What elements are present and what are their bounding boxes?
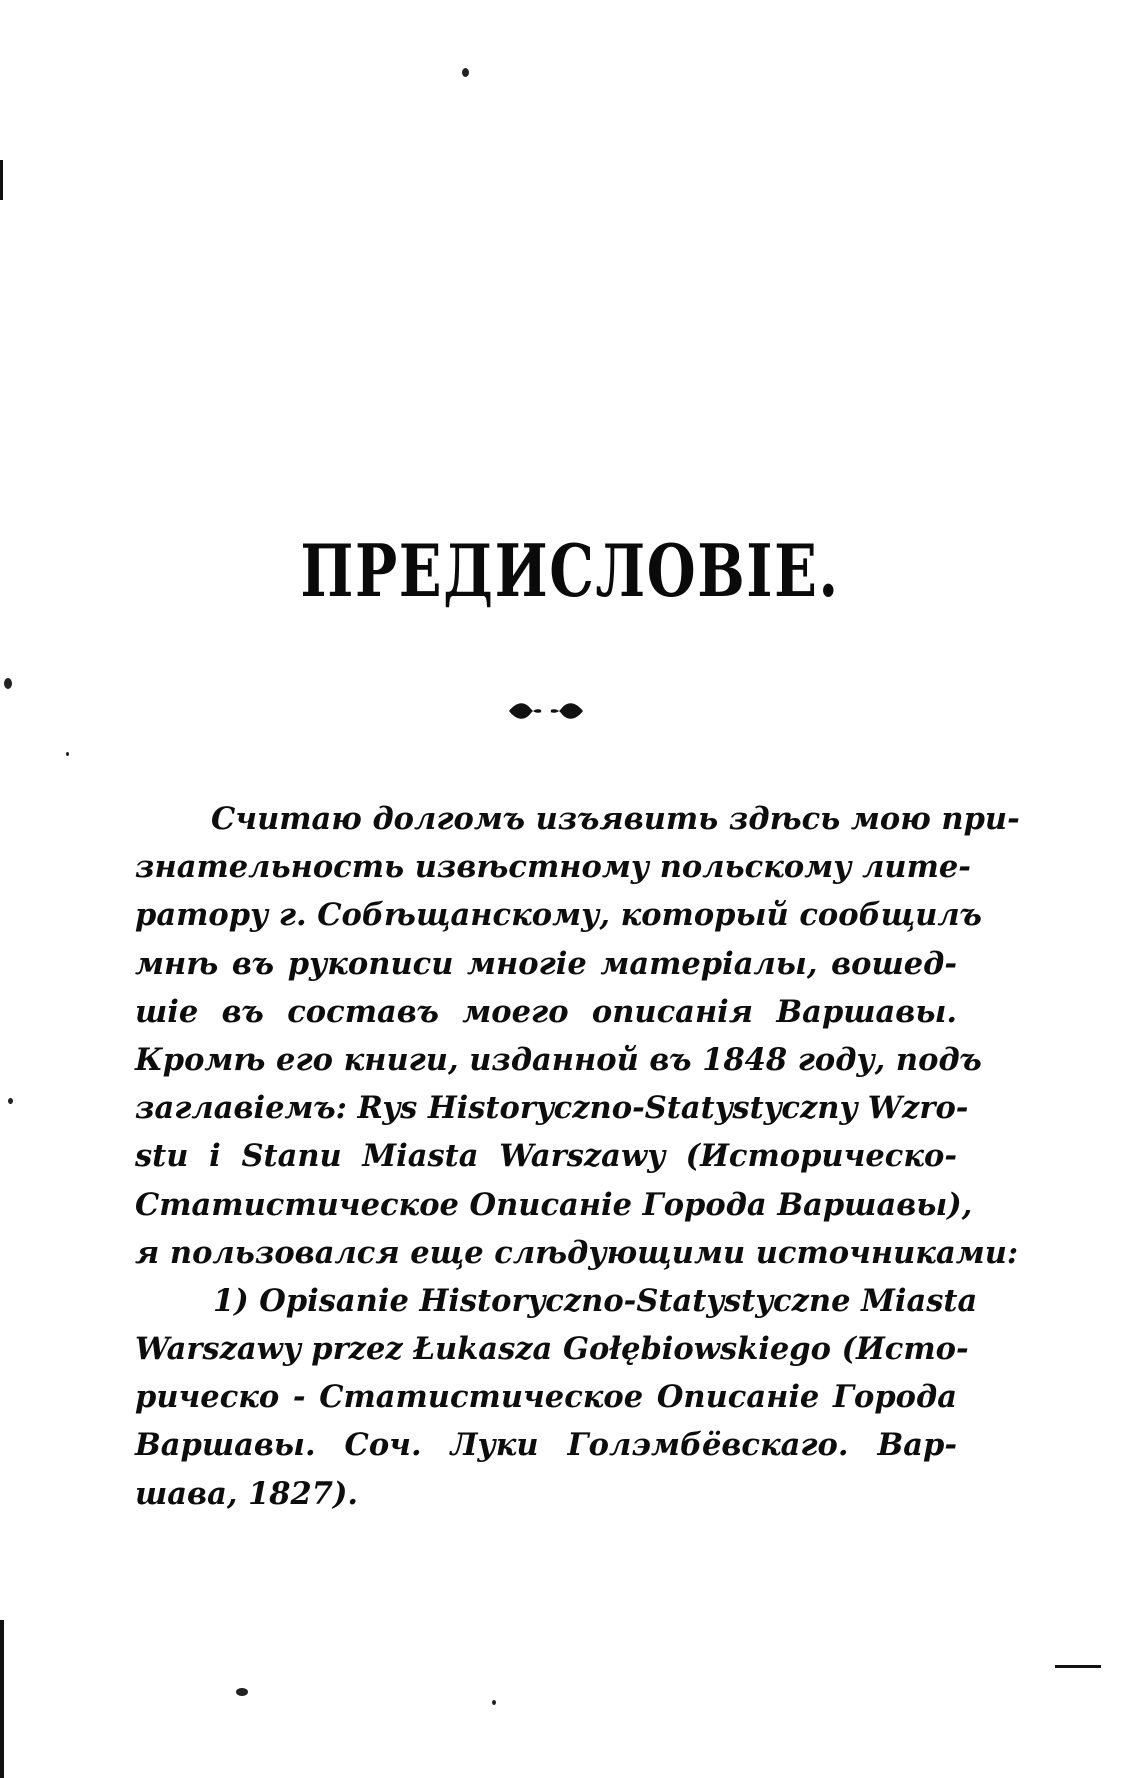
text-line: мнѣ въ рукописи многіе матеріалы, вошед-	[135, 945, 957, 982]
scan-speck	[462, 68, 469, 77]
scan-speck	[492, 1700, 496, 1705]
text-line: Кромѣ его книги, изданной въ 1848 году, подъ	[135, 1041, 982, 1078]
text-line: 1) Opisanie Historyczno-Statystyczne Miasta	[213, 1282, 978, 1319]
text-line: ратору г. Собѣщанскому, который сообщилъ	[135, 897, 982, 934]
page-title: ПРЕДИСЛОВІЕ.	[300, 528, 840, 613]
scan-mark	[1055, 1665, 1101, 1668]
scan-speck	[4, 678, 12, 689]
text-line: я пользовался еще слѣдующими источниками:	[135, 1234, 1019, 1271]
text-line: шава, 1827).	[135, 1475, 359, 1512]
scan-mark	[0, 1620, 4, 1778]
text-line: шіе въ составъ моего описанія Варшавы.	[135, 993, 957, 1030]
preface-text	[135, 795, 1020, 1518]
scan-mark	[0, 160, 3, 200]
text-line: рическо - Статистическое Описаніе Города	[135, 1379, 957, 1416]
scan-speck	[66, 752, 69, 756]
text-line: Варшавы. Соч. Луки Голэмбёвскаго. Вар-	[135, 1427, 957, 1464]
text-line: Статистическое Описаніе Города Варшавы),	[135, 1186, 973, 1223]
scan-speck	[8, 1098, 13, 1104]
text-line: Считаю долгомъ изъявить здѣсь мою при-	[211, 801, 1020, 837]
text-line: Warszawy przez Łukasza Gołębiowskiego (Исто-	[135, 1331, 969, 1368]
scan-speck	[236, 1688, 248, 1696]
text-line: stu i Stanu Miasta Warszawy (Историческо-	[135, 1138, 957, 1175]
text-line: заглавіемъ: Rys Historyczno-Statystyczny Wzro-	[135, 1090, 969, 1127]
text-line: знательность извѣстному польскому лите-	[135, 849, 971, 886]
decorative-flourish-icon	[507, 697, 585, 725]
